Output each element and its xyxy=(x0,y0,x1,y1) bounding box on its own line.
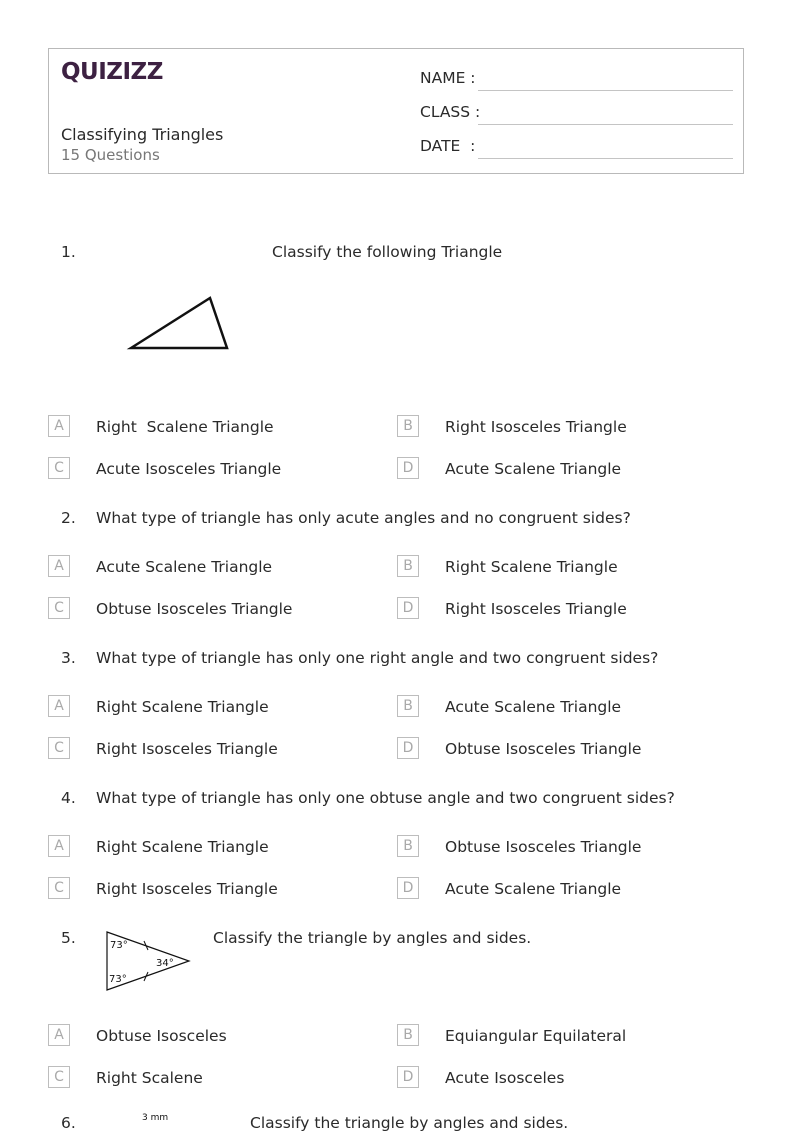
isosceles-triangle-figure xyxy=(100,926,195,996)
option-box[interactable]: C xyxy=(48,1066,70,1088)
option-text: Right Isosceles Triangle xyxy=(445,418,627,436)
option-box[interactable]: B xyxy=(397,415,419,437)
question-text: What type of triangle has only acute angles and no congruent sides? xyxy=(96,509,631,527)
option-box[interactable]: A xyxy=(48,555,70,577)
option-text: Obtuse Isosceles Triangle xyxy=(445,838,642,856)
option-box[interactable]: A xyxy=(48,1024,70,1046)
option-text: Obtuse Isosceles xyxy=(96,1027,227,1045)
option-box[interactable]: B xyxy=(397,835,419,857)
option-box[interactable]: C xyxy=(48,457,70,479)
option-box[interactable]: D xyxy=(397,737,419,759)
option-text: Right Isosceles Triangle xyxy=(96,880,278,898)
name-line[interactable] xyxy=(478,90,733,91)
option-text: Acute Isosceles Triangle xyxy=(96,460,282,478)
name-label: NAME : xyxy=(420,69,476,87)
angle-label: 73° xyxy=(110,940,128,951)
option-text: Acute Isosceles xyxy=(445,1069,565,1087)
question-text: What type of triangle has only one obtuse angle and two congruent sides? xyxy=(96,789,675,807)
option-box[interactable]: D xyxy=(397,877,419,899)
option-text: Acute Scalene Triangle xyxy=(445,460,622,478)
question-text: What type of triangle has only one right angle and two congruent sides? xyxy=(96,649,659,667)
option-box[interactable]: C xyxy=(48,597,70,619)
option-text: Right Scalene Triangle xyxy=(96,838,269,856)
option-text: Acute Scalene Triangle xyxy=(445,880,622,898)
question-number: 4. xyxy=(61,789,76,807)
option-text: Right Scalene Triangle xyxy=(96,698,269,716)
question-number: 3. xyxy=(61,649,76,667)
option-box[interactable]: A xyxy=(48,835,70,857)
question-text: Classify the following Triangle xyxy=(272,243,503,261)
option-box[interactable]: B xyxy=(397,695,419,717)
option-box[interactable]: D xyxy=(397,457,419,479)
worksheet-title: Classifying Triangles xyxy=(61,125,224,144)
worksheet-header xyxy=(48,48,744,174)
angle-label: 73° xyxy=(109,974,127,985)
question-number: 2. xyxy=(61,509,76,527)
date-label: DATE : xyxy=(420,137,476,155)
question-number: 1. xyxy=(61,243,76,261)
option-text: Obtuse Isosceles Triangle xyxy=(96,600,293,618)
option-text: Acute Scalene Triangle xyxy=(96,558,273,576)
question-number: 6. xyxy=(61,1114,76,1132)
angle-label: 34° xyxy=(156,958,174,969)
question-text: Classify the triangle by angles and sides. xyxy=(213,929,532,947)
side-length-label: 3 mm xyxy=(142,1113,169,1123)
option-box[interactable]: D xyxy=(397,597,419,619)
triangle-figure xyxy=(126,292,236,354)
option-text: Right Isosceles Triangle xyxy=(96,740,278,758)
option-box[interactable]: A xyxy=(48,415,70,437)
quizizz-logo: QUIZIZZ xyxy=(61,59,163,85)
option-text: Equiangular Equilateral xyxy=(445,1027,627,1045)
option-text: Right Scalene Triangle xyxy=(96,418,274,436)
option-box[interactable]: A xyxy=(48,695,70,717)
option-text: Obtuse Isosceles Triangle xyxy=(445,740,642,758)
question-text: Classify the triangle by angles and sides. xyxy=(250,1114,569,1132)
option-box[interactable]: D xyxy=(397,1066,419,1088)
question-count: 15 Questions xyxy=(61,146,160,164)
option-text: Acute Scalene Triangle xyxy=(445,698,622,716)
option-text: Right Isosceles Triangle xyxy=(445,600,627,618)
date-line[interactable] xyxy=(478,158,733,159)
option-text: Right Scalene xyxy=(96,1069,203,1087)
option-box[interactable]: B xyxy=(397,555,419,577)
option-box[interactable]: C xyxy=(48,737,70,759)
option-box[interactable]: B xyxy=(397,1024,419,1046)
option-text: Right Scalene Triangle xyxy=(445,558,618,576)
class-label: CLASS : xyxy=(420,103,481,121)
option-box[interactable]: C xyxy=(48,877,70,899)
question-number: 5. xyxy=(61,929,76,947)
class-line[interactable] xyxy=(478,124,733,125)
